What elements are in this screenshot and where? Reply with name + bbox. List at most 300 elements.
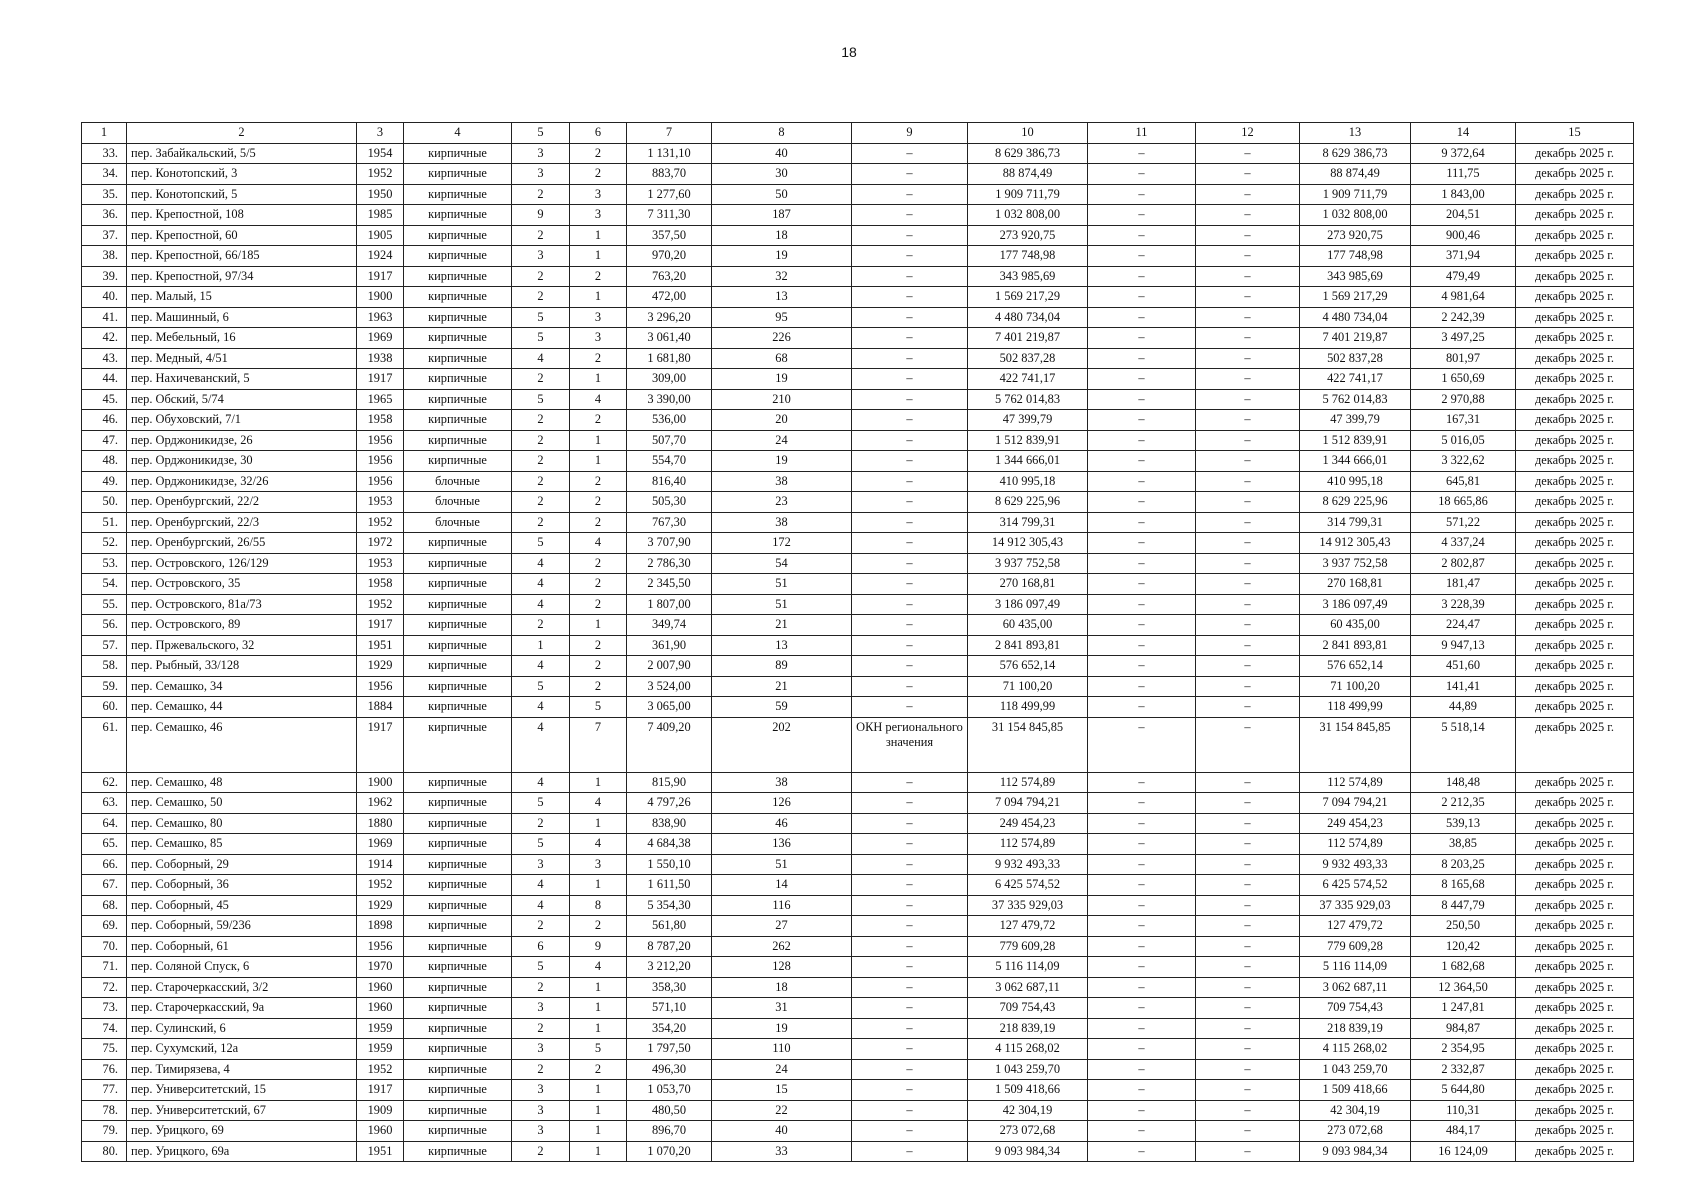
cell-cost-col-12: –: [1196, 143, 1300, 164]
cell-heritage-status: –: [852, 143, 968, 164]
cell-cost-col-13: 60 435,00: [1300, 615, 1411, 636]
header-cell: 12: [1196, 123, 1300, 144]
cell-floors: 2: [512, 1059, 570, 1080]
cell-cost-per-sqm: 5 644,80: [1411, 1080, 1516, 1101]
cell-row-number: 33.: [82, 143, 127, 164]
cell-cost-col-13: 112 574,89: [1300, 772, 1411, 793]
cell-total-area: 357,50: [627, 225, 712, 246]
cell-entrances: 2: [570, 553, 627, 574]
cell-wall-material: кирпичные: [404, 1100, 512, 1121]
cell-total-cost: 31 154 845,85: [968, 717, 1088, 772]
cell-deadline: декабрь 2025 г.: [1516, 1141, 1634, 1162]
cell-year-built: 1956: [357, 451, 404, 472]
cell-row-number: 53.: [82, 553, 127, 574]
cell-cost-per-sqm: 8 165,68: [1411, 875, 1516, 896]
cell-cost-col-13: 3 062 687,11: [1300, 977, 1411, 998]
cell-address: пер. Медный, 4/51: [127, 348, 357, 369]
cell-floors: 3: [512, 1100, 570, 1121]
cell-wall-material: кирпичные: [404, 430, 512, 451]
cell-wall-material: кирпичные: [404, 1080, 512, 1101]
cell-row-number: 66.: [82, 854, 127, 875]
cell-heritage-status: –: [852, 307, 968, 328]
cell-wall-material: кирпичные: [404, 553, 512, 574]
cell-deadline: декабрь 2025 г.: [1516, 143, 1634, 164]
cell-heritage-status: –: [852, 594, 968, 615]
cell-wall-material: кирпичные: [404, 451, 512, 472]
cell-cost-col-12: –: [1196, 246, 1300, 267]
cell-cost-col-13: 273 072,68: [1300, 1121, 1411, 1142]
cell-total-area: 480,50: [627, 1100, 712, 1121]
cell-entrances: 2: [570, 676, 627, 697]
cell-cost-col-11: –: [1088, 410, 1196, 431]
table-row: [82, 266, 1634, 287]
cell-cost-per-sqm: 120,42: [1411, 936, 1516, 957]
cell-row-number: 47.: [82, 430, 127, 451]
cell-cost-col-13: 9 932 493,33: [1300, 854, 1411, 875]
cell-cost-per-sqm: 16 124,09: [1411, 1141, 1516, 1162]
table-row: [82, 676, 1634, 697]
cell-cost-col-11: –: [1088, 594, 1196, 615]
cell-cost-col-11: –: [1088, 184, 1196, 205]
cell-address: пер. Обуховский, 7/1: [127, 410, 357, 431]
cell-row-number: 79.: [82, 1121, 127, 1142]
cell-total-cost: 88 874,49: [968, 164, 1088, 185]
cell-heritage-status: –: [852, 328, 968, 349]
cell-cost-col-13: 14 912 305,43: [1300, 533, 1411, 554]
cell-wall-material: кирпичные: [404, 287, 512, 308]
cell-entrances: 1: [570, 1018, 627, 1039]
cell-entrances: 4: [570, 793, 627, 814]
cell-residents: 19: [712, 246, 852, 267]
cell-residents: 13: [712, 287, 852, 308]
cell-wall-material: кирпичные: [404, 772, 512, 793]
cell-year-built: 1953: [357, 492, 404, 513]
cell-total-cost: 112 574,89: [968, 834, 1088, 855]
cell-cost-col-11: –: [1088, 430, 1196, 451]
cell-wall-material: кирпичные: [404, 635, 512, 656]
cell-cost-per-sqm: 250,50: [1411, 916, 1516, 937]
cell-cost-col-13: 1 344 666,01: [1300, 451, 1411, 472]
cell-row-number: 51.: [82, 512, 127, 533]
table-body: [82, 123, 1634, 1162]
table-row: [82, 854, 1634, 875]
cell-row-number: 58.: [82, 656, 127, 677]
table-row: [82, 635, 1634, 656]
cell-cost-col-12: –: [1196, 834, 1300, 855]
cell-entrances: 1: [570, 246, 627, 267]
cell-cost-col-12: –: [1196, 594, 1300, 615]
cell-entrances: 2: [570, 916, 627, 937]
cell-cost-col-12: –: [1196, 977, 1300, 998]
cell-cost-col-13: 1 909 711,79: [1300, 184, 1411, 205]
cell-floors: 3: [512, 1121, 570, 1142]
cell-heritage-status: –: [852, 676, 968, 697]
header-cell: 11: [1088, 123, 1196, 144]
cell-residents: 30: [712, 164, 852, 185]
cell-cost-per-sqm: 204,51: [1411, 205, 1516, 226]
cell-cost-col-13: 31 154 845,85: [1300, 717, 1411, 772]
header-cell: 7: [627, 123, 712, 144]
cell-entrances: 3: [570, 205, 627, 226]
cell-heritage-status: –: [852, 793, 968, 814]
cell-row-number: 52.: [82, 533, 127, 554]
cell-row-number: 67.: [82, 875, 127, 896]
cell-year-built: 1959: [357, 1039, 404, 1060]
cell-deadline: декабрь 2025 г.: [1516, 553, 1634, 574]
cell-heritage-status: –: [852, 1100, 968, 1121]
cell-cost-col-11: –: [1088, 854, 1196, 875]
cell-year-built: 1953: [357, 553, 404, 574]
cell-total-area: 4 797,26: [627, 793, 712, 814]
table-row: [82, 287, 1634, 308]
table-row: [82, 594, 1634, 615]
cell-floors: 4: [512, 656, 570, 677]
cell-wall-material: кирпичные: [404, 916, 512, 937]
cell-row-number: 60.: [82, 697, 127, 718]
cell-total-area: 816,40: [627, 471, 712, 492]
cell-row-number: 49.: [82, 471, 127, 492]
cell-floors: 4: [512, 697, 570, 718]
cell-total-area: 8 787,20: [627, 936, 712, 957]
table-row: [82, 1121, 1634, 1142]
cell-cost-per-sqm: 44,89: [1411, 697, 1516, 718]
cell-deadline: декабрь 2025 г.: [1516, 266, 1634, 287]
cell-row-number: 40.: [82, 287, 127, 308]
cell-wall-material: кирпичные: [404, 348, 512, 369]
cell-floors: 2: [512, 512, 570, 533]
cell-total-area: 354,20: [627, 1018, 712, 1039]
cell-cost-col-12: –: [1196, 307, 1300, 328]
cell-cost-per-sqm: 141,41: [1411, 676, 1516, 697]
cell-residents: 136: [712, 834, 852, 855]
cell-address: пер. Соляной Спуск, 6: [127, 957, 357, 978]
cell-total-area: 1 131,10: [627, 143, 712, 164]
cell-entrances: 4: [570, 533, 627, 554]
cell-residents: 21: [712, 676, 852, 697]
cell-entrances: 2: [570, 266, 627, 287]
cell-total-cost: 1 909 711,79: [968, 184, 1088, 205]
cell-deadline: декабрь 2025 г.: [1516, 1080, 1634, 1101]
cell-year-built: 1884: [357, 697, 404, 718]
cell-total-area: 815,90: [627, 772, 712, 793]
cell-deadline: декабрь 2025 г.: [1516, 471, 1634, 492]
cell-deadline: декабрь 2025 г.: [1516, 492, 1634, 513]
cell-row-number: 43.: [82, 348, 127, 369]
cell-heritage-status: –: [852, 813, 968, 834]
cell-deadline: декабрь 2025 г.: [1516, 574, 1634, 595]
cell-heritage-status: –: [852, 287, 968, 308]
table-row: [82, 656, 1634, 677]
cell-entrances: 4: [570, 389, 627, 410]
cell-row-number: 38.: [82, 246, 127, 267]
cell-cost-col-13: 218 839,19: [1300, 1018, 1411, 1039]
cell-deadline: декабрь 2025 г.: [1516, 205, 1634, 226]
cell-entrances: 3: [570, 307, 627, 328]
cell-floors: 4: [512, 717, 570, 772]
cell-deadline: декабрь 2025 г.: [1516, 834, 1634, 855]
cell-row-number: 68.: [82, 895, 127, 916]
cell-deadline: декабрь 2025 г.: [1516, 369, 1634, 390]
cell-year-built: 1952: [357, 512, 404, 533]
cell-total-cost: 3 062 687,11: [968, 977, 1088, 998]
cell-cost-per-sqm: 4 337,24: [1411, 533, 1516, 554]
table-row: [82, 512, 1634, 533]
cell-address: пер. Рыбный, 33/128: [127, 656, 357, 677]
cell-address: пер. Университетский, 15: [127, 1080, 357, 1101]
cell-wall-material: кирпичные: [404, 410, 512, 431]
cell-wall-material: кирпичные: [404, 957, 512, 978]
cell-year-built: 1969: [357, 834, 404, 855]
cell-total-cost: 1 344 666,01: [968, 451, 1088, 472]
cell-deadline: декабрь 2025 г.: [1516, 430, 1634, 451]
cell-cost-col-13: 71 100,20: [1300, 676, 1411, 697]
cell-total-area: 1 070,20: [627, 1141, 712, 1162]
cell-cost-col-11: –: [1088, 936, 1196, 957]
cell-residents: 226: [712, 328, 852, 349]
cell-deadline: декабрь 2025 г.: [1516, 676, 1634, 697]
table-row: [82, 369, 1634, 390]
cell-cost-col-12: –: [1196, 916, 1300, 937]
page-number: 18: [841, 44, 857, 60]
cell-entrances: 5: [570, 1039, 627, 1060]
cell-entrances: 4: [570, 834, 627, 855]
cell-deadline: декабрь 2025 г.: [1516, 916, 1634, 937]
cell-heritage-status: –: [852, 895, 968, 916]
cell-cost-col-11: –: [1088, 246, 1196, 267]
cell-floors: 3: [512, 1039, 570, 1060]
cell-deadline: декабрь 2025 г.: [1516, 936, 1634, 957]
cell-total-area: 3 296,20: [627, 307, 712, 328]
cell-heritage-status: –: [852, 998, 968, 1019]
cell-cost-per-sqm: 167,31: [1411, 410, 1516, 431]
cell-row-number: 74.: [82, 1018, 127, 1039]
cell-heritage-status: –: [852, 348, 968, 369]
cell-total-area: 358,30: [627, 977, 712, 998]
cell-total-area: 1 807,00: [627, 594, 712, 615]
cell-total-area: 536,00: [627, 410, 712, 431]
housing-registry-table: [81, 122, 1634, 1162]
cell-row-number: 63.: [82, 793, 127, 814]
cell-year-built: 1956: [357, 430, 404, 451]
cell-total-area: 1 277,60: [627, 184, 712, 205]
cell-cost-col-12: –: [1196, 410, 1300, 431]
cell-floors: 3: [512, 1080, 570, 1101]
cell-total-cost: 4 115 268,02: [968, 1039, 1088, 1060]
table-row: [82, 553, 1634, 574]
cell-heritage-status: –: [852, 1059, 968, 1080]
cell-year-built: 1914: [357, 854, 404, 875]
cell-cost-col-13: 1 509 418,66: [1300, 1080, 1411, 1101]
cell-cost-col-13: 270 168,81: [1300, 574, 1411, 595]
cell-address: пер. Оренбургский, 22/2: [127, 492, 357, 513]
cell-cost-per-sqm: 9 947,13: [1411, 635, 1516, 656]
cell-cost-col-12: –: [1196, 533, 1300, 554]
cell-cost-per-sqm: 2 332,87: [1411, 1059, 1516, 1080]
cell-floors: 2: [512, 410, 570, 431]
cell-total-cost: 14 912 305,43: [968, 533, 1088, 554]
cell-cost-col-11: –: [1088, 998, 1196, 1019]
table-row: [82, 492, 1634, 513]
cell-row-number: 45.: [82, 389, 127, 410]
cell-floors: 4: [512, 895, 570, 916]
cell-wall-material: кирпичные: [404, 998, 512, 1019]
cell-floors: 2: [512, 225, 570, 246]
cell-cost-col-13: 42 304,19: [1300, 1100, 1411, 1121]
cell-total-area: 3 524,00: [627, 676, 712, 697]
cell-address: пер. Сулинский, 6: [127, 1018, 357, 1039]
cell-cost-per-sqm: 371,94: [1411, 246, 1516, 267]
table-row: [82, 164, 1634, 185]
cell-cost-col-12: –: [1196, 1039, 1300, 1060]
cell-cost-per-sqm: 1 650,69: [1411, 369, 1516, 390]
table-row: [82, 977, 1634, 998]
cell-cost-col-12: –: [1196, 875, 1300, 896]
cell-entrances: 1: [570, 1080, 627, 1101]
cell-cost-col-12: –: [1196, 574, 1300, 595]
cell-entrances: 2: [570, 635, 627, 656]
cell-residents: 22: [712, 1100, 852, 1121]
cell-cost-per-sqm: 484,17: [1411, 1121, 1516, 1142]
header-cell: 6: [570, 123, 627, 144]
cell-wall-material: кирпичные: [404, 697, 512, 718]
cell-cost-col-11: –: [1088, 574, 1196, 595]
cell-wall-material: кирпичные: [404, 793, 512, 814]
cell-entrances: 1: [570, 772, 627, 793]
cell-total-cost: 8 629 386,73: [968, 143, 1088, 164]
table-row: [82, 471, 1634, 492]
cell-total-area: 7 409,20: [627, 717, 712, 772]
cell-wall-material: блочные: [404, 471, 512, 492]
cell-residents: 210: [712, 389, 852, 410]
cell-row-number: 64.: [82, 813, 127, 834]
table-row: [82, 389, 1634, 410]
cell-cost-col-11: –: [1088, 793, 1196, 814]
cell-deadline: декабрь 2025 г.: [1516, 246, 1634, 267]
cell-row-number: 54.: [82, 574, 127, 595]
cell-address: пер. Крепостной, 108: [127, 205, 357, 226]
cell-year-built: 1956: [357, 471, 404, 492]
cell-cost-per-sqm: 2 354,95: [1411, 1039, 1516, 1060]
cell-heritage-status: –: [852, 916, 968, 937]
cell-cost-col-13: 779 609,28: [1300, 936, 1411, 957]
cell-address: пер. Островского, 35: [127, 574, 357, 595]
cell-total-area: 1 550,10: [627, 854, 712, 875]
cell-total-cost: 1 569 217,29: [968, 287, 1088, 308]
cell-wall-material: кирпичные: [404, 574, 512, 595]
cell-cost-col-13: 314 799,31: [1300, 512, 1411, 533]
cell-cost-col-12: –: [1196, 287, 1300, 308]
cell-cost-per-sqm: 801,97: [1411, 348, 1516, 369]
cell-deadline: декабрь 2025 г.: [1516, 512, 1634, 533]
cell-cost-per-sqm: 38,85: [1411, 834, 1516, 855]
cell-deadline: декабрь 2025 г.: [1516, 957, 1634, 978]
cell-residents: 31: [712, 998, 852, 1019]
cell-address: пер. Орджоникидзе, 32/26: [127, 471, 357, 492]
cell-entrances: 2: [570, 143, 627, 164]
cell-cost-per-sqm: 479,49: [1411, 266, 1516, 287]
cell-address: пер. Урицкого, 69: [127, 1121, 357, 1142]
cell-residents: 110: [712, 1039, 852, 1060]
cell-floors: 1: [512, 635, 570, 656]
cell-row-number: 41.: [82, 307, 127, 328]
cell-wall-material: кирпичные: [404, 854, 512, 875]
cell-total-cost: 3 186 097,49: [968, 594, 1088, 615]
cell-cost-per-sqm: 181,47: [1411, 574, 1516, 595]
cell-total-area: 561,80: [627, 916, 712, 937]
cell-wall-material: кирпичные: [404, 164, 512, 185]
cell-total-cost: 502 837,28: [968, 348, 1088, 369]
cell-total-area: 554,70: [627, 451, 712, 472]
cell-floors: 3: [512, 164, 570, 185]
cell-cost-col-12: –: [1196, 184, 1300, 205]
cell-cost-col-11: –: [1088, 875, 1196, 896]
table-row: [82, 834, 1634, 855]
cell-cost-col-11: –: [1088, 512, 1196, 533]
table-row: [82, 895, 1634, 916]
cell-row-number: 36.: [82, 205, 127, 226]
cell-deadline: декабрь 2025 г.: [1516, 875, 1634, 896]
cell-row-number: 57.: [82, 635, 127, 656]
cell-row-number: 75.: [82, 1039, 127, 1060]
cell-heritage-status: –: [852, 225, 968, 246]
cell-cost-col-11: –: [1088, 164, 1196, 185]
cell-cost-col-13: 502 837,28: [1300, 348, 1411, 369]
cell-heritage-status: –: [852, 772, 968, 793]
header-cell: 9: [852, 123, 968, 144]
cell-total-cost: 5 116 114,09: [968, 957, 1088, 978]
cell-entrances: 1: [570, 875, 627, 896]
cell-year-built: 1969: [357, 328, 404, 349]
cell-cost-col-11: –: [1088, 977, 1196, 998]
cell-entrances: 5: [570, 697, 627, 718]
cell-cost-col-12: –: [1196, 328, 1300, 349]
cell-row-number: 50.: [82, 492, 127, 513]
cell-heritage-status: –: [852, 205, 968, 226]
cell-deadline: декабрь 2025 г.: [1516, 697, 1634, 718]
cell-address: пер. Островского, 126/129: [127, 553, 357, 574]
cell-row-number: 37.: [82, 225, 127, 246]
cell-cost-per-sqm: 539,13: [1411, 813, 1516, 834]
cell-floors: 2: [512, 813, 570, 834]
cell-residents: 187: [712, 205, 852, 226]
cell-floors: 2: [512, 430, 570, 451]
cell-total-cost: 6 425 574,52: [968, 875, 1088, 896]
table-row: [82, 533, 1634, 554]
cell-year-built: 1963: [357, 307, 404, 328]
cell-total-cost: 576 652,14: [968, 656, 1088, 677]
cell-total-cost: 218 839,19: [968, 1018, 1088, 1039]
cell-cost-col-12: –: [1196, 164, 1300, 185]
table-row: [82, 451, 1634, 472]
cell-floors: 6: [512, 936, 570, 957]
cell-total-area: 3 390,00: [627, 389, 712, 410]
cell-year-built: 1898: [357, 916, 404, 937]
cell-heritage-status: –: [852, 574, 968, 595]
table-row: [82, 717, 1634, 772]
cell-floors: 2: [512, 492, 570, 513]
cell-address: пер. Крепостной, 66/185: [127, 246, 357, 267]
table-row: [82, 348, 1634, 369]
cell-floors: 3: [512, 854, 570, 875]
cell-entrances: 2: [570, 471, 627, 492]
cell-deadline: декабрь 2025 г.: [1516, 451, 1634, 472]
cell-cost-per-sqm: 2 802,87: [1411, 553, 1516, 574]
cell-row-number: 65.: [82, 834, 127, 855]
cell-deadline: декабрь 2025 г.: [1516, 1059, 1634, 1080]
cell-deadline: декабрь 2025 г.: [1516, 813, 1634, 834]
cell-entrances: 2: [570, 348, 627, 369]
cell-cost-col-12: –: [1196, 793, 1300, 814]
